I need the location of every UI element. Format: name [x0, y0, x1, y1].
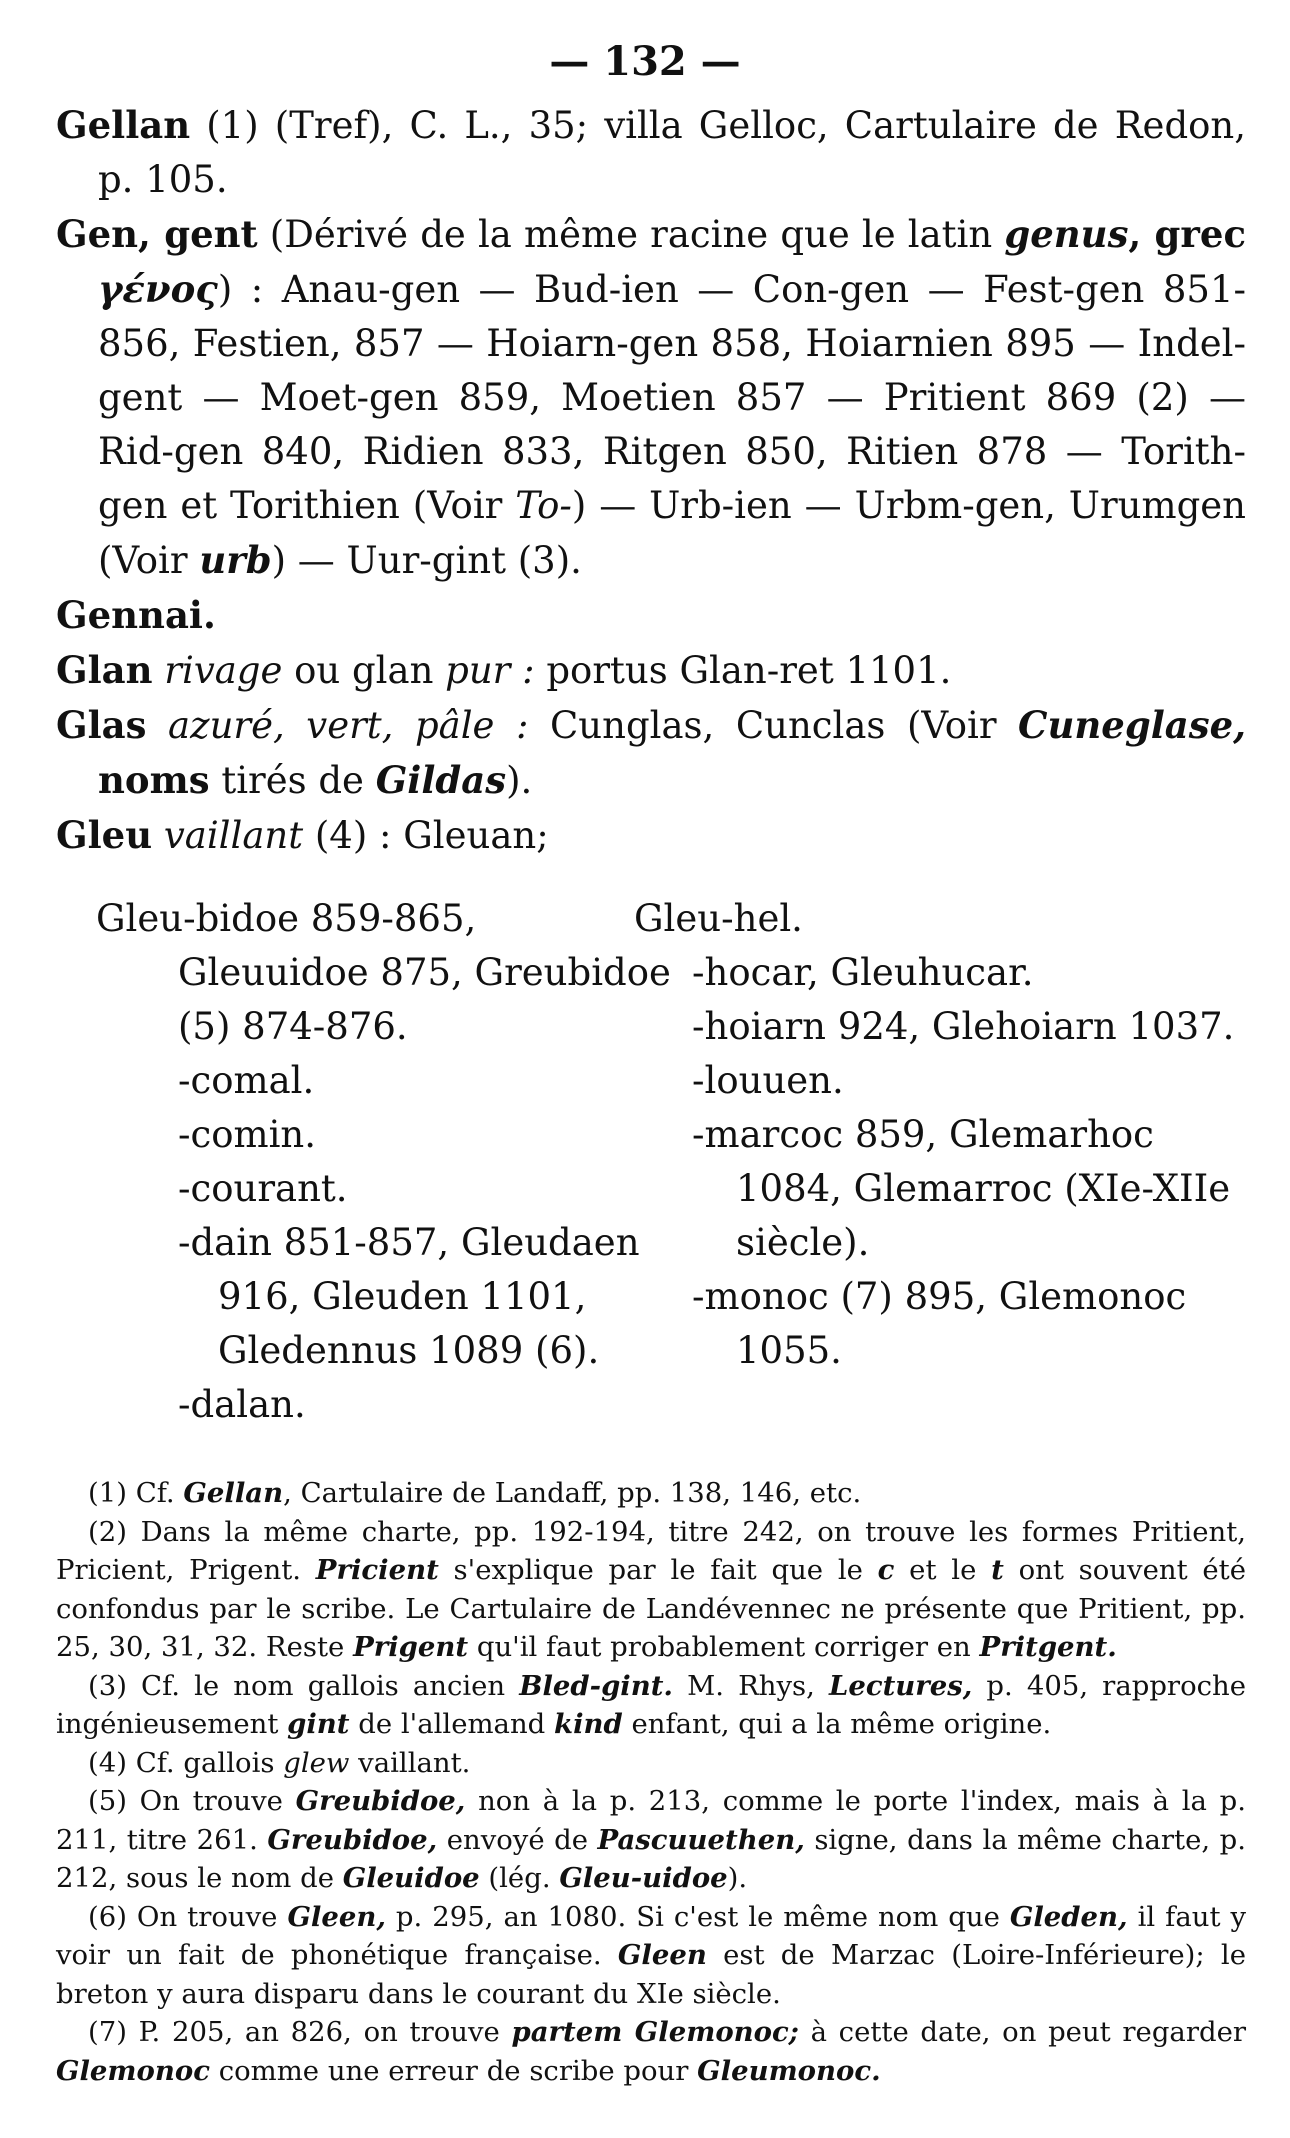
entry-gen-latin: genus	[1004, 212, 1129, 256]
entry-glas-ref: Cuneglase,	[1018, 703, 1246, 747]
footnote-7	[56, 2013, 1246, 2090]
fn6-text-2: p. 295, an 1080. Si c'est le même nom que	[385, 1900, 1010, 1933]
entry-gen-urb: urb	[199, 538, 272, 582]
fn6-gleen: Gleen,	[287, 1900, 386, 1933]
footnote-2	[56, 1513, 1246, 1667]
entry-gleu-text: (4) : Gleuan;	[303, 814, 549, 857]
right-column	[634, 892, 1262, 1378]
entry-gen	[56, 207, 1246, 588]
right-item: -hocar, Gleuhucar.	[692, 951, 1034, 994]
headword-gen: Gen, gent	[56, 212, 258, 256]
footnote-3	[56, 1667, 1246, 1744]
fn5-text-3: envoyé de	[437, 1823, 598, 1856]
footnote-6	[56, 1898, 1246, 2014]
entry-gleu	[56, 808, 1246, 863]
entry-gen-text-1: (Dérivé de la même racine que le latin	[257, 213, 1005, 256]
fn5-text-4: signe, dans la même charte, p. 212, sous le nom de	[56, 1823, 1246, 1894]
right-item: -louuen.	[692, 1059, 844, 1102]
entry-gennai	[56, 588, 1246, 643]
entry-gen-text-3: ) : Anau-gen — Bud-ien — Con-gen — Fest-gen 851-856, Festien, 857 — Hoiarn-gen 858, Hoiarnien 895 — Indel-gent — Moet-gen 859, Moetien 857 — Pritient 869 (2) — Rid-gen 840, Ridien 833, Ritgen 850, Ritien 878 — Torith-gen et Torithien (Voir	[98, 268, 1246, 527]
right-item: -hoiarn 924, Glehoiarn 1037.	[692, 1005, 1235, 1048]
fn7-text-3: comme une erreur de scribe pour	[209, 2054, 698, 2087]
right-item: Gleu-hel.	[634, 897, 803, 940]
entry-glan-meaning-1: rivage	[152, 649, 283, 692]
fn5-text-6: ).	[727, 1862, 748, 1894]
fn3-text-2: M. Rhys,	[673, 1669, 829, 1702]
right-item: -marcoc 859, Glemarhoc 1084, Glemarroc (XIe-XIIe siècle).	[692, 1113, 1231, 1264]
fn6-text: (6) On trouve	[88, 1900, 288, 1933]
footnote-1	[56, 1474, 1246, 1513]
fn5-text-5: (lég.	[479, 1862, 560, 1894]
fn4-text: (4) Cf. gallois	[88, 1746, 284, 1779]
fn7-partem: partem Glemonoc;	[511, 2016, 799, 2048]
entry-gen-text-2: , grec	[1128, 212, 1246, 256]
entry-glas	[56, 698, 1246, 808]
entry-gleu-meaning: vaillant	[152, 814, 304, 857]
fn2-pritgent: Pritgent.	[979, 1631, 1117, 1663]
headword-gellan: Gellan	[56, 103, 191, 147]
fn5-text-2: non à la p. 213, comme le porte l'index, mais à la p. 211, titre 261.	[56, 1785, 1246, 1856]
fn2-t: t	[991, 1554, 1004, 1586]
entry-glan-text-1: ou glan	[282, 649, 446, 692]
fn6-text-3: il faut y voir un fait de phonétique française.	[56, 1900, 1247, 1971]
fn3-bledgint: Bled-gint.	[519, 1669, 674, 1702]
headword-gleu: Gleu	[56, 813, 153, 857]
footnotes	[56, 1474, 1246, 2090]
fn5-gleu-uidoe: Gleu-uidoe	[559, 1862, 728, 1894]
fn5-pascuuethen: Pascuuethen,	[597, 1823, 805, 1856]
fn4-text-2: vaillant.	[349, 1746, 471, 1779]
fn2-text-4: ont souvent été confondus par le scribe. Le Cartulaire de Landévennec ne présente que Pritient, pp. 25, 30, 31, 32. Reste	[56, 1554, 1246, 1663]
fn3-text-5: enfant, qui a la même origine.	[622, 1708, 1052, 1740]
left-item: -dalan.	[178, 1383, 306, 1426]
fn1-text: (1) Cf.	[88, 1477, 184, 1509]
fn6-gleen-2: Gleen	[617, 1939, 707, 1971]
fn7-text-2: à cette date, on peut regarder	[798, 2016, 1246, 2048]
fn2-text-2: s'explique par le fait que le	[438, 1554, 878, 1586]
fn1-gellan: Gellan	[183, 1477, 284, 1509]
fn2-text-5: qu'il faut probablement corriger en	[468, 1631, 980, 1663]
fn6-text-4: est de Marzac (Loire-Inférieure); le breton y aura disparu dans le courant du XIe siècle.	[56, 1939, 1247, 2010]
fn5-greubidoe-2: Greubidoe,	[267, 1823, 438, 1856]
headword-gennai: Gennai.	[56, 593, 216, 637]
right-item: -monoc (7) 895, Glemonoc 1055.	[692, 1275, 1187, 1372]
left-item: -comal.	[178, 1059, 315, 1102]
fn3-gint: gint	[287, 1708, 350, 1740]
entry-gen-greek: γένος	[98, 267, 218, 311]
fn3-text-4: de l'allemand	[349, 1708, 555, 1740]
fn3-lectures: Lectures,	[829, 1669, 973, 1702]
fn1-text-2: , Cartulaire de Landaff, pp. 138, 146, etc.	[283, 1477, 862, 1509]
page-number: — 132 —	[549, 38, 741, 85]
entry-gellan-text: (1) (Tref), C. L., 35; villa Gelloc, Cartulaire de Redon, p. 105.	[98, 104, 1246, 201]
entry-glas-text-4: ).	[506, 759, 533, 802]
entry-glas-text-3: tirés de	[209, 759, 376, 802]
headword-glas: Glas	[56, 703, 147, 747]
entry-glan-text-2: portus Glan-ret 1101.	[534, 649, 952, 692]
entry-glan-meaning-2: pur :	[445, 649, 535, 692]
fn2-text: (2) Dans la même charte, pp. 192-194, titre 242, on trouve les formes Pritient, Pricient, Prigent.	[56, 1515, 1246, 1586]
fn3-kind: kind	[554, 1708, 623, 1740]
entry-gen-text-4: ) — Urb-ien — Urbm-gen, Urumgen (Voir	[98, 484, 1246, 582]
entry-gen-to: To-	[515, 484, 572, 527]
entry-glas-gildas: Gildas	[375, 758, 507, 802]
entry-glas-text-2: noms	[98, 758, 210, 802]
left-column	[96, 892, 676, 1432]
left-item: -comin.	[178, 1113, 317, 1156]
left-item: Gleu-bidoe 859-865, Gleuuidoe 875, Greubidoe (5) 874-876.	[96, 897, 671, 1048]
fn5-text: (5) On trouve	[88, 1785, 296, 1817]
fn4-glew: glew	[283, 1746, 350, 1779]
fn5-greubidoe: Greubidoe,	[295, 1785, 466, 1817]
fn3-text: (3) Cf. le nom gallois ancien	[88, 1669, 520, 1702]
entry-glas-meaning: azuré, vert, pâle :	[146, 704, 529, 747]
entry-glas-text-1: Cunglas, Cunclas (Voir	[528, 704, 1019, 747]
dictionary-entries	[56, 98, 1246, 863]
footnote-4	[56, 1744, 1246, 1783]
headword-glan: Glan	[56, 648, 153, 692]
fn7-text: (7) P. 205, an 826, on trouve	[88, 2016, 512, 2048]
left-item: -courant.	[178, 1167, 348, 1210]
left-item: -dain 851-857, Gleudaen 916, Gleuden 1101, Gledennus 1089 (6).	[178, 1221, 640, 1372]
fn2-text-3: et le	[894, 1554, 992, 1586]
entry-glan	[56, 643, 1246, 698]
fn3-text-3: p. 405, rapproche ingénieusement	[56, 1669, 1247, 1740]
entry-gellan	[56, 98, 1246, 207]
fn7-gleumonoc: Gleumonoc.	[697, 2054, 881, 2087]
fn5-gleuidoe: Gleuidoe	[342, 1862, 480, 1894]
footnote-5	[56, 1782, 1246, 1898]
fn2-c: c	[877, 1554, 895, 1586]
fn6-gleden: Gleden,	[1009, 1900, 1128, 1933]
fn2-pricient: Pricient	[315, 1554, 439, 1586]
fn2-prigent: Prigent	[353, 1631, 469, 1663]
fn7-glemonoc: Glemonoc	[56, 2054, 210, 2087]
entry-gen-text-5: ) — Uur-gint (3).	[271, 539, 582, 582]
